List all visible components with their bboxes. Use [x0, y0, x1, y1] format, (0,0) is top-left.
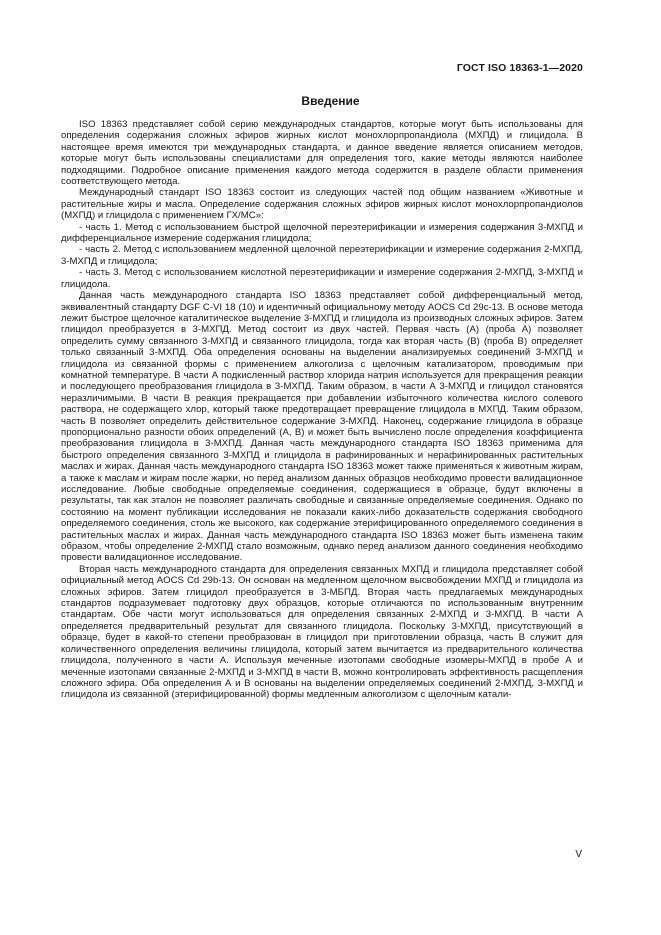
list-item-part-1: - часть 1. Метод с использованием быстрой щелочной переэтерификации и измерения содержания 3-МХПД и дифференциальное измерение содержания глицидола;: [61, 221, 583, 245]
paragraph-parts-overview: Международный стандарт ISO 18363 состоит из следующих частей под общим названием «Животные и растительные жиры и масла. Определение содержания сложных эфиров жирных кислот монохлорпропандиолов (МХПД) и глицидола с применением ГХ/МС»:: [61, 187, 583, 222]
paragraph-part-1-description: Данная часть международного стандарта ISO 18363 представляет собой дифференциальный метод, эквивалентный стандарту DGF C-VI 18 (10) и идентичный официальному методу AOCS Cd 29c-13. В основе метода лежит быстрое щелочное каталитическое выделение 3-МХПД и глицидола из производных сложных эфиров. Затем глицидол преобразуется в 3-МХПД. Метод состоит из двух частей. Первая часть (А) (проба А) позволяет определить сумму связанного 3-МХПД и связанного глицидола, тогда как вторая часть (В) (проба В) определяет только связанный 3-МХПД. Оба определения основаны на выделении анализируемых соединений 3-МХПД и глицидола из связанной формы с применением алкоголиза с щелочным катализатором, проводимым при комнатной температуре. В части А подкисленный раствор хлорида натрия используется для прекращения реакции и последующего преобразования глицидола в 3-МХПД. Таким образом, в части А 3-МХПД и глицидол становятся неразличимыми. В части В реакция прекращается при добавлении избыточного количества кислого солевого раствора, не содержащего хлор, который также предотвращает превращение глицидола в МХПД. Таким образом, часть В позволяет определить действительное содержание 3-МХПД. Наконец, содержание глицидола в образце пропорционально разности обоих определений (А, В) и может быть вычислено после определения коэффициента преобразования глицидола в 3-МХПД. Данная часть международного стандарта ISO 18363 применима для быстрого определения связанного 3-МХПД и глицидола в рафинированных и нерафинированных растительных маслах и жирах. Данная часть международного стандарта ISO 18363 может также применяться к животным жирам, а также к маслам и жирам после жарки, но перед анализом данных образцов необходимо провести валидационное исследование. Любые свободные определяемые соединения, содержащиеся в образце, будут включены в результаты, так как эталон не позволяет различать свободные и связанные определяемые соединения. Однако по состоянию на момент публикации исследования не показали каких-либо доказательств содержания свободного определяемого соединения, столь же высокого, как содержание этерифицированного определяемого соединения в растительных маслах и жирах. Данная часть международного стандарта ISO 18363 может быть изменена таким образом, чтобы определение 2-МХПД стало возможным, однако перед анализом данного соединения необходимо провести валидационное исследование.: [61, 290, 583, 564]
document-header: ГОСТ ISO 18363-1—2020: [456, 62, 583, 74]
page-number: V: [575, 849, 582, 860]
list-item-part-2: - часть 2. Метод с использованием медленной щелочной переэтерификации и измерение содержания 2-МХПД, 3-МХПД и глицидола;: [61, 244, 583, 267]
paragraph-intro: ISO 18363 представляет собой серию международных стандартов, которые могут быть использованы для определения содержания сложных эфиров жирных кислот монохлорпропандиола (МХПД) и глицидола. В настоящее время имеются три международных стандарта, и данное введение является описанием методов, которые могут быть использованы специалистами для определения того, какие методы являются наиболее подходящими. Подробное описание применения каждого метода содержится в разделе области применения соответствующего метода.: [61, 119, 583, 188]
document-body: [61, 119, 583, 701]
list-item-part-3: - часть 3. Метод с использованием кислотной переэтерификации и измерение содержания 2-МХПД, 3-МХПД и глицидола.: [61, 267, 583, 290]
paragraph-part-2-description: Вторая часть международного стандарта для определения связанных МХПД и глицидола представляет собой официальный метод AOCS Cd 29b-13. Он основан на медленном щелочном высвобождении МХПД и глицидола из сложных эфиров. Затем глицидол преобразуется в 3-МБПД. Вторая часть предлагаемых международных стандартов подразумевает подготовку двух образцов, которые отличаются по использованным внутренним стандартам. Обе части могут использоваться для определения связанных 2-МХПД и 3-МХПД. В части А определяется предварительный результат для связанного глицидола. Поскольку 3-МХПД, присутствующий в образце, будет в какой-то степени преобразован в глицидол при приготовлении образца, часть В служит для количественного определения величины глицидола, который затем вычитается из предварительного количества глицидола, полученного в части А. Используя меченные изотопами свободные изомеры-МХПД в пробе А и меченные изотопами связанные 2-МХПД и 3-МХПД в части В, можно контролировать эффективность расщепления сложного эфира. Оба определения А и В основаны на выделении определяемых соединений 2-МХПД, 3-МХПД и глицидола из связанной (этерифицированной) формы медленным алкоголизом с щелочным катали-: [61, 563, 583, 701]
section-title: Введение: [301, 94, 360, 108]
